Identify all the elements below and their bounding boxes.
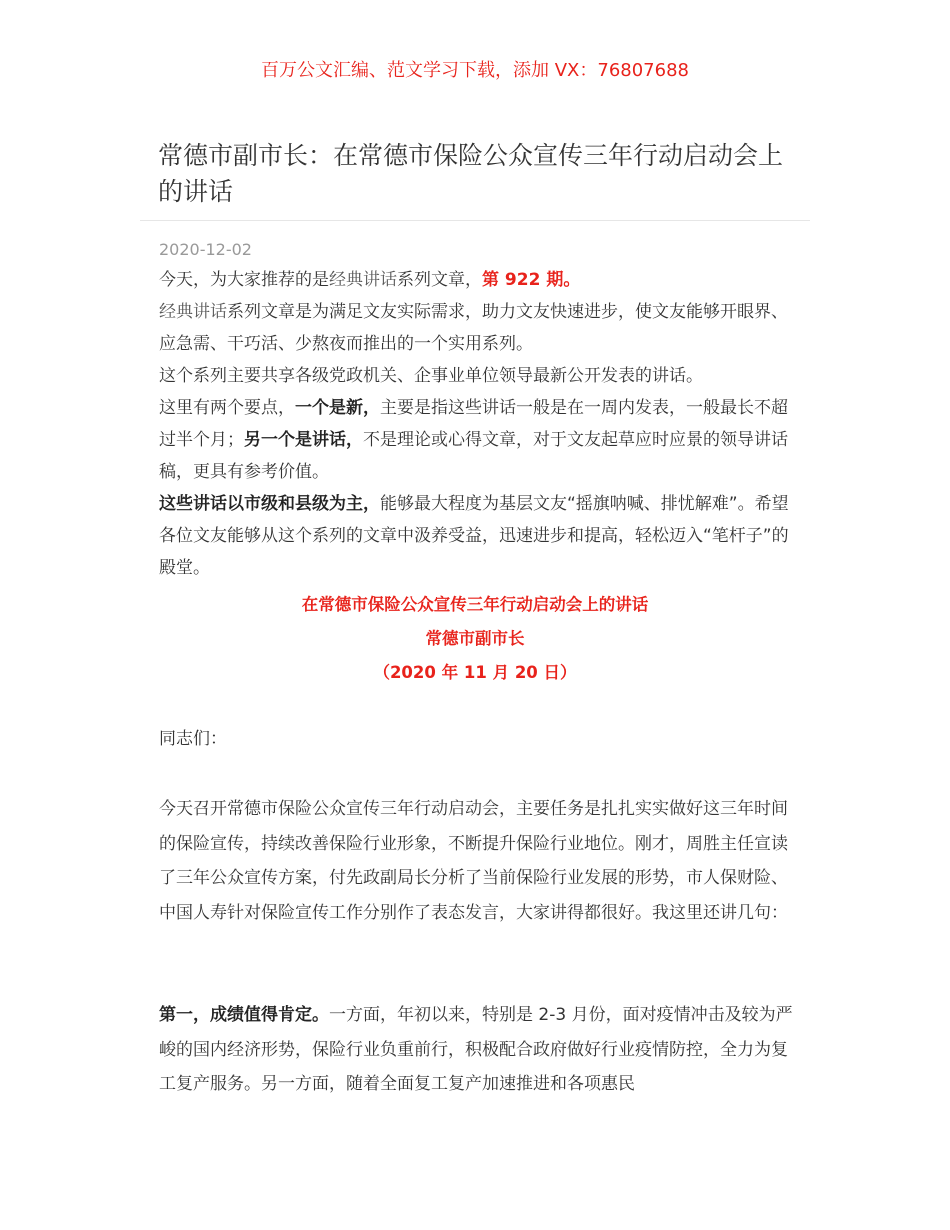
intro-text: 主要是指这些讲话一般是在一周内发表，一般最长不超过半个月； <box>159 398 788 450</box>
intro-text: 今天，为大家推荐的是 <box>159 270 329 290</box>
intro-text: 能够最大程度为基层文友“摇旗呐喊、排忧解难”。希望各位文友能够从这个系列的文章中汲养受益，迅速进步和提高，轻松迈入“笔杆子”的殿堂。 <box>159 494 789 578</box>
speech-header <box>0 588 950 690</box>
speech-paragraph-2 <box>159 998 795 1102</box>
speech-paragraph-1: 今天召开常德市保险公众宣传三年行动启动会，主要任务是扎扎实实做好这三年时间的保险宣传，持续改善保险行业形象，不断提升保险行业地位。刚才，周胜主任宣读了三年公众宣传方案，付先政副局长分析了当前保险行业发展的形势，市人保财险、中国人寿针对保险宣传工作分别作了表态发言，大家讲得都很好。我这里还讲几句： <box>159 799 788 923</box>
speech-speaker: 常德市副市长 <box>425 629 525 648</box>
intro-paragraph-2 <box>159 296 795 360</box>
speech-date: （2020 年 11 月 20 日） <box>373 663 577 682</box>
series-name: 经典讲话 <box>159 302 227 322</box>
speech-title: 在常德市保险公众宣传三年行动启动会上的讲话 <box>301 595 649 614</box>
intro-text: 不是理论或心得文章，对于文友起草应时应景的领导讲话稿，更具有参考价值。 <box>159 430 788 482</box>
intro-text: 系列文章是为满足文友实际需求，助力文友快速进步，使文友能够开眼界、应急需、干巧活、少熬夜而推出的一个实用系列。 <box>159 302 788 354</box>
intro-paragraph-4 <box>159 392 795 488</box>
article-title: 常德市副市长：在常德市保险公众宣传三年行动启动会上的讲话 <box>158 141 784 206</box>
issue-number: 第 922 期。 <box>482 270 581 290</box>
intro-paragraph-5 <box>159 488 795 584</box>
title-divider <box>140 220 810 221</box>
paragraph-heading: 第一，成绩值得肯定。 <box>159 1005 329 1025</box>
publish-date: 2020-12-02 <box>159 240 252 259</box>
intro-paragraph-1 <box>159 264 795 296</box>
intro-bold: 另一个是讲话， <box>244 430 363 450</box>
intro-text: 系列文章， <box>397 270 482 290</box>
paragraph-text: 一方面，年初以来，特别是 2-3 月份，面对疫情冲击及较为严峻的国内经济形势，保险行业负重前行，积极配合政府做好行业疫情防控，全力为复工复产服务。另一方面，随着全面复工复产加速推进和各项惠民 <box>159 1005 793 1094</box>
promo-banner: 百万公文汇编、范文学习下载，添加 VX：76807688 <box>261 60 689 81</box>
intro-bold: 这些讲话以市级和县级为主， <box>159 494 380 514</box>
series-name: 经典讲话 <box>329 270 397 290</box>
intro-paragraph-3: 这个系列主要共享各级党政机关、企事业单位领导最新公开发表的讲话。 <box>159 366 703 386</box>
intro-bold: 一个是新， <box>295 398 380 418</box>
speech-greeting: 同志们： <box>159 729 227 749</box>
intro-section <box>159 264 795 584</box>
intro-text: 这里有两个要点， <box>159 398 295 418</box>
